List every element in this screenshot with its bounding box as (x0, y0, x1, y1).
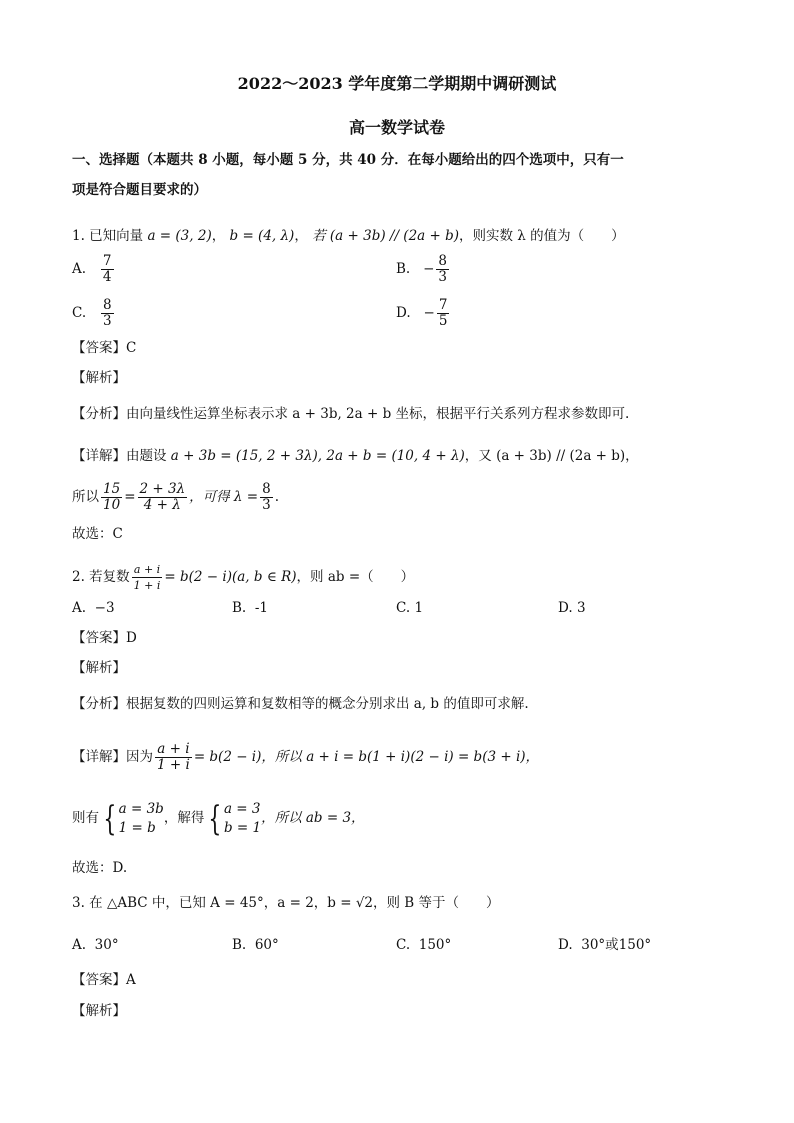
q1-vector-a: a = (3, 2) (147, 228, 212, 244)
q1-option-c: C. $\frac{8}{3}$ (72, 297, 112, 329)
q2-detail: 【详解】因为 $\frac{a + i}{1 + i}$ = b(2 − i)，所以 a + i = b(1 + i)(2 − i) = b(3 + i)， (72, 741, 540, 773)
q1-choice: 故选：C (72, 526, 123, 542)
exam-title: 2022～2023 学年度第二学期期中调研测试 (237, 74, 557, 93)
q3-option-d: D. 30°或150° (558, 937, 652, 953)
q2-fenxi: 【分析】根据复数的四则运算和复数相等的概念分别求出 a, b 的值即可求解. (72, 696, 529, 712)
q3-option-b: B. 60° (232, 937, 279, 953)
q2-choice: 故选：D. (72, 860, 128, 876)
q2-option-b: B. -1 (232, 600, 268, 616)
q1-conclusion: 所以 $\frac{15}{10}$ = $\frac{2 + 3\lambda}{4 + \lambda}$ ，可得 λ = $\frac{8}{3}$ . (72, 481, 279, 513)
section-header-line1: 一、选择题（本题共 8 小题，每小题 5 分，共 40 分．在每小题给出的四个选项中，只有一 (72, 152, 624, 168)
q3-option-a: A. 30° (72, 937, 119, 953)
q1-condition: 若 (a + 3b) // (2a + b) (312, 228, 460, 244)
q1-vector-b: b = (4, λ) (229, 228, 295, 244)
q1-fenxi: 【分析】由向量线性运算坐标表示求 a + 3b, 2a + b 坐标，根据平行关系列方程求参数即可. (72, 406, 630, 422)
exam-subtitle: 高一数学试卷 (348, 118, 445, 137)
q1-detail: 【详解】由题设 a + 3b = (15, 2 + 3λ), 2a + b = (10, 4 + λ)，又 (a + 3b) // (2a + b)， (72, 448, 639, 464)
q2-option-c: C. 1 (396, 600, 424, 616)
q3-answer: 【答案】A (72, 972, 136, 988)
q2-answer: 【答案】D (72, 630, 137, 646)
q1-prefix: 1. 已知向量 (72, 228, 144, 244)
q1-option-a: A. $\frac{7}{4}$ (72, 253, 112, 285)
q1-option-b: B. − $\frac{8}{3}$ (396, 253, 447, 285)
q1-suffix: ，则实数 λ 的值为（ ） (459, 228, 625, 244)
q2-option-d: D. 3 (558, 600, 586, 616)
q2-analysis-label: 【解析】 (72, 660, 126, 676)
q2-option-a: A. −3 (72, 600, 115, 616)
q1-option-d: D. − $\frac{7}{5}$ (396, 297, 448, 329)
q1-answer: 【答案】C (72, 340, 137, 356)
question-1: 1. 已知向量 a = (3, 2)， b = (4, λ)， 若 (a + 3b) // (2a + b)，则实数 λ 的值为（ ） (72, 228, 625, 244)
section-header-line2: 项是符合题目要求的） (72, 182, 207, 198)
q3-option-c: C. 150° (396, 937, 452, 953)
q2-system: 则有 { a = 3b 1 = b，解得 { a = 3 b = 1，所以 ab = 3， (72, 798, 365, 839)
question-2: 2. 若复数 $\frac{a + i}{1 + i}$ = b(2 − i)(a, b ∈ R)，则 ab =（ ） (72, 563, 415, 592)
q1-analysis-label: 【解析】 (72, 370, 126, 386)
question-3: 3. 在 △ABC 中，已知 A = 45°，a = 2，b = √2，则 B 等于（ ） (72, 895, 500, 911)
q3-analysis-label: 【解析】 (72, 1003, 126, 1019)
